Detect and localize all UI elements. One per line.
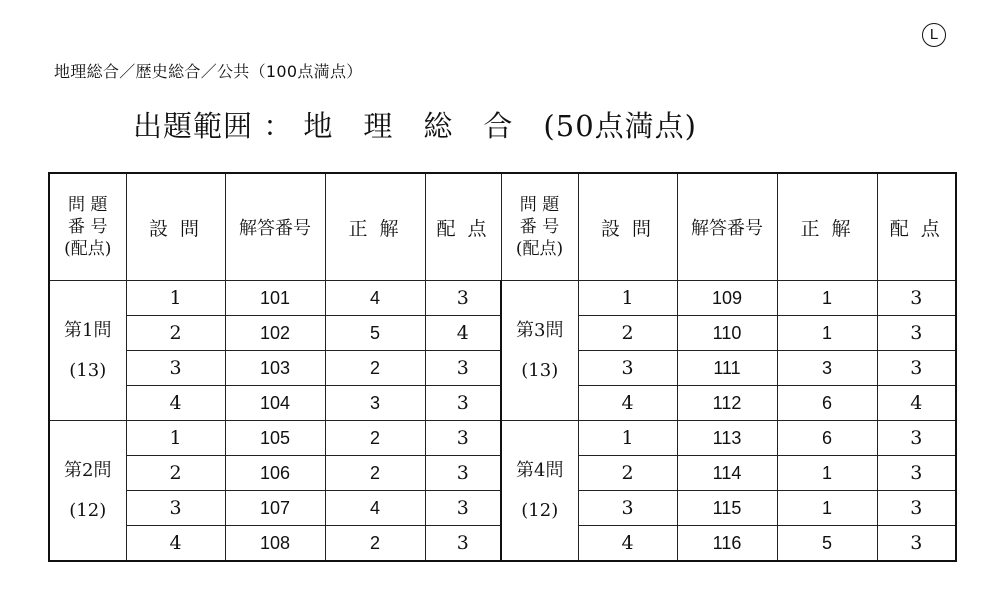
answer-number-cell: 105: [225, 421, 325, 456]
answer-table: [48, 172, 957, 562]
correct-answer-cell: 3: [777, 351, 877, 386]
question-group-label: [501, 281, 578, 421]
table-row: [49, 281, 956, 316]
correct-answer-cell: 1: [777, 316, 877, 351]
question-group-title: 第3問: [516, 319, 564, 341]
table-row: [49, 421, 956, 456]
sub-question-cell: 4: [126, 386, 225, 421]
sub-question-header-right: 設 問: [578, 173, 677, 281]
points-cell: 3: [877, 316, 956, 351]
answer-number-cell: 102: [225, 316, 325, 351]
sub-question-cell: 1: [578, 281, 677, 316]
points-cell: 3: [877, 351, 956, 386]
points-cell: 3: [877, 421, 956, 456]
points-cell: 3: [425, 421, 501, 456]
question-group-label: [501, 421, 578, 562]
header-row: [49, 173, 956, 281]
sub-question-header-left: 設 問: [126, 173, 225, 281]
sub-question-cell: 3: [126, 491, 225, 526]
points-cell: 3: [425, 526, 501, 562]
answer-number-cell: 108: [225, 526, 325, 562]
correct-header-right: 正 解: [777, 173, 877, 281]
question-group-title: 第1問: [64, 319, 112, 341]
answer-no-header-left: 解答番号: [225, 173, 325, 281]
question-no-header-right: 問 題 番 号 (配点): [501, 173, 578, 281]
correct-answer-cell: 4: [325, 281, 425, 316]
points-cell: 4: [877, 386, 956, 421]
sub-question-cell: 1: [578, 421, 677, 456]
sub-question-cell: 3: [126, 351, 225, 386]
points-cell: 3: [425, 351, 501, 386]
sub-question-cell: 3: [578, 491, 677, 526]
points-header-right: 配 点: [877, 173, 956, 281]
points-cell: 4: [425, 316, 501, 351]
sub-question-cell: 3: [578, 351, 677, 386]
answer-number-cell: 115: [677, 491, 777, 526]
answer-number-cell: 106: [225, 456, 325, 491]
answer-number-cell: 109: [677, 281, 777, 316]
correct-answer-cell: 1: [777, 491, 877, 526]
correct-answer-cell: 6: [777, 421, 877, 456]
points-cell: 3: [425, 386, 501, 421]
answer-number-cell: 114: [677, 456, 777, 491]
correct-answer-cell: 5: [325, 316, 425, 351]
answer-number-cell: 104: [225, 386, 325, 421]
question-no-header-left: 問 題 番 号 (配点): [49, 173, 126, 281]
answer-table-body: [49, 281, 956, 562]
correct-answer-cell: 5: [777, 526, 877, 562]
sub-question-cell: 2: [578, 316, 677, 351]
answer-number-cell: 107: [225, 491, 325, 526]
correct-answer-cell: 3: [325, 386, 425, 421]
sub-question-cell: 2: [126, 456, 225, 491]
question-group-title: 第4問: [516, 459, 564, 481]
question-group-score: (12): [521, 499, 559, 521]
correct-answer-cell: 1: [777, 456, 877, 491]
question-group-title: 第2問: [64, 459, 112, 481]
sub-question-cell: 2: [578, 456, 677, 491]
correct-answer-cell: 2: [325, 526, 425, 562]
question-group-label: [49, 281, 126, 421]
answer-number-cell: 111: [677, 351, 777, 386]
points-header-left: 配 点: [425, 173, 501, 281]
answer-number-cell: 113: [677, 421, 777, 456]
sub-question-cell: 4: [578, 526, 677, 562]
answer-number-cell: 103: [225, 351, 325, 386]
points-cell: 3: [877, 526, 956, 562]
question-group-score: (12): [69, 499, 107, 521]
points-cell: 3: [877, 456, 956, 491]
sub-question-cell: 1: [126, 281, 225, 316]
question-group-score: (13): [521, 359, 559, 381]
sub-question-cell: 1: [126, 421, 225, 456]
correct-answer-cell: 2: [325, 421, 425, 456]
correct-answer-cell: 4: [325, 491, 425, 526]
question-group-score: (13): [69, 359, 107, 381]
scope-title: 出題範囲 ： 地 理 総 合 (50点満点): [133, 109, 697, 143]
answer-number-cell: 110: [677, 316, 777, 351]
answer-no-header-right: 解答番号: [677, 173, 777, 281]
points-cell: 3: [425, 491, 501, 526]
points-cell: 3: [877, 491, 956, 526]
correct-answer-cell: 1: [777, 281, 877, 316]
sub-question-cell: 4: [126, 526, 225, 562]
correct-answer-cell: 6: [777, 386, 877, 421]
sub-question-cell: 2: [126, 316, 225, 351]
answer-number-cell: 101: [225, 281, 325, 316]
answer-number-cell: 112: [677, 386, 777, 421]
points-cell: 3: [425, 456, 501, 491]
correct-answer-cell: 2: [325, 351, 425, 386]
correct-answer-cell: 2: [325, 456, 425, 491]
points-cell: 3: [877, 281, 956, 316]
points-cell: 3: [425, 281, 501, 316]
answer-number-cell: 116: [677, 526, 777, 562]
version-mark: L: [922, 23, 946, 47]
correct-header-left: 正 解: [325, 173, 425, 281]
sub-question-cell: 4: [578, 386, 677, 421]
subject-line: 地理総合／歴史総合／公共（100点満点）: [54, 62, 363, 81]
question-group-label: [49, 421, 126, 562]
